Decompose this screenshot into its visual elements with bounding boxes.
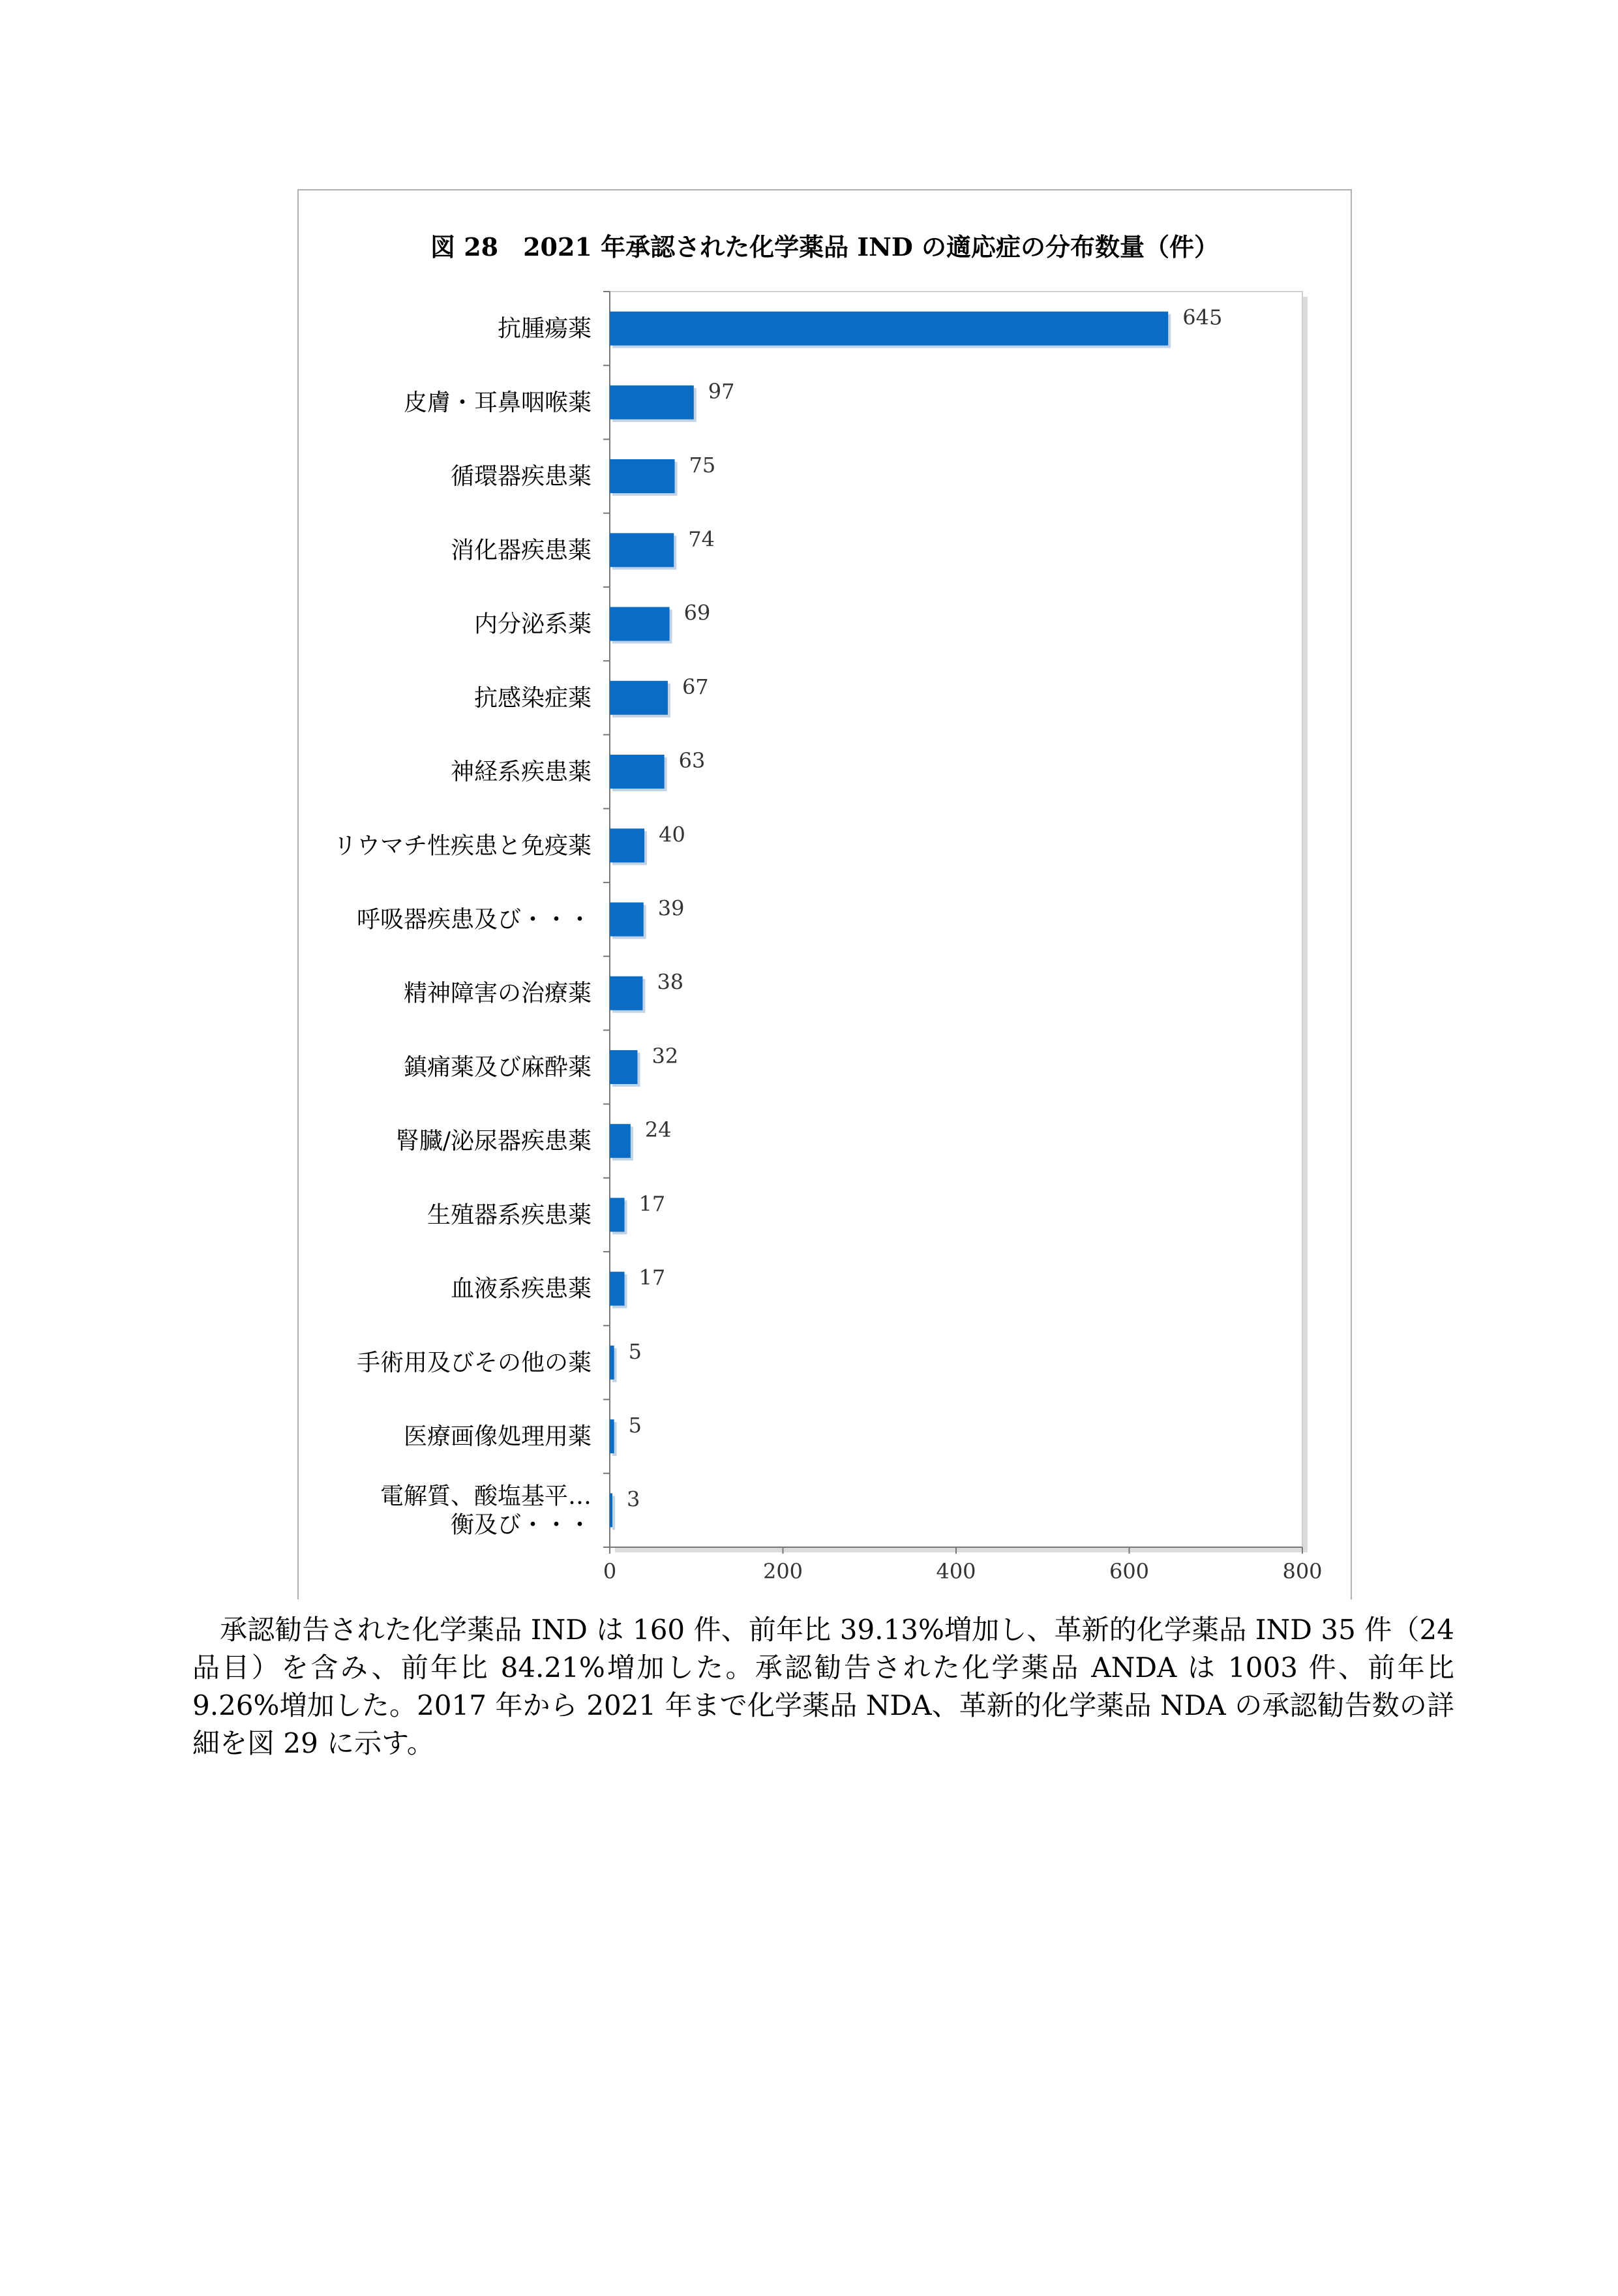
category-label: 神経系疾患薬 bbox=[450, 759, 592, 786]
bar bbox=[610, 312, 1168, 346]
x-tick-label: 800 bbox=[1282, 1559, 1323, 1584]
bar bbox=[610, 903, 644, 937]
bar-value-label: 97 bbox=[708, 378, 735, 404]
bar-value-label: 38 bbox=[657, 969, 684, 995]
bar bbox=[610, 1419, 614, 1453]
x-tick-label: 400 bbox=[936, 1559, 976, 1584]
x-tick-label: 600 bbox=[1109, 1559, 1150, 1584]
bar bbox=[610, 385, 694, 419]
x-tick-label: 0 bbox=[603, 1559, 617, 1584]
bar bbox=[610, 533, 674, 567]
bar-value-label: 17 bbox=[638, 1191, 666, 1216]
category-label: 血液系疾患薬 bbox=[450, 1275, 592, 1303]
category-label: 皮膚・耳鼻咽喉薬 bbox=[403, 389, 592, 416]
category-label: 腎臓/泌尿器疾患薬 bbox=[395, 1128, 592, 1155]
bar bbox=[610, 607, 670, 641]
bar-value-label: 39 bbox=[657, 896, 685, 921]
category-label: 消化器疾患薬 bbox=[450, 537, 592, 564]
category-label: 生殖器系疾患薬 bbox=[427, 1201, 592, 1229]
bar-value-label: 40 bbox=[659, 822, 685, 847]
bar-value-label: 74 bbox=[688, 526, 715, 552]
plot-area bbox=[610, 292, 1302, 1547]
bar bbox=[610, 828, 644, 862]
bar bbox=[610, 1272, 625, 1306]
category-label: 電解質、酸塩基平…衡及び・・・ bbox=[380, 1483, 592, 1539]
category-label: 鎮痛薬及び麻酔薬 bbox=[403, 1053, 592, 1081]
chart-title: 図 28 2021 年承認された化学薬品 IND の適応症の分布数量（件） bbox=[430, 232, 1220, 262]
bar bbox=[610, 681, 668, 715]
bar-value-label: 69 bbox=[683, 600, 711, 626]
category-label: 抗感染症薬 bbox=[473, 684, 592, 712]
bar bbox=[610, 459, 675, 493]
bar bbox=[610, 1198, 625, 1231]
category-label: 抗腫瘍薬 bbox=[497, 315, 592, 342]
category-label: 循環器疾患薬 bbox=[450, 463, 592, 491]
bar-value-label: 75 bbox=[689, 453, 716, 478]
bar bbox=[610, 1493, 612, 1527]
category-label: 内分泌系薬 bbox=[473, 611, 592, 638]
body-paragraph: 承認勧告された化学薬品 IND は 160 件、前年比 39.13%増加し、革新的化学薬品 IND 35 件（24 品目）を含み、前年比 84.21%増加した。承認勧告された化学薬品 ANDA は 1003 件、前年比 9.26%増加した。2017 年から 2021 年まで化学薬品 NDA、革新的化学薬品 NDA の承認勧告数の詳細を図 29 に示す。 bbox=[192, 1614, 1454, 1759]
body-text bbox=[192, 1611, 1454, 1762]
bar-value-label: 645 bbox=[1182, 305, 1223, 330]
bar bbox=[610, 755, 665, 789]
category-label: 医療画像処理用薬 bbox=[403, 1423, 592, 1451]
bar-value-label: 32 bbox=[652, 1043, 679, 1068]
category-label: 精神障害の治療薬 bbox=[403, 980, 592, 1007]
x-tick-label: 200 bbox=[762, 1559, 803, 1584]
bar-value-label: 5 bbox=[628, 1413, 642, 1438]
bar-value-label: 24 bbox=[644, 1117, 672, 1143]
bar bbox=[610, 1050, 637, 1084]
category-label: リウマチ性疾患と免疫薬 bbox=[333, 832, 592, 860]
bar-shadow bbox=[612, 1496, 615, 1530]
bar bbox=[610, 1124, 631, 1158]
bar-value-label: 5 bbox=[628, 1338, 642, 1364]
category-label: 呼吸器疾患及び・・・ bbox=[356, 906, 592, 933]
bar bbox=[610, 976, 642, 1010]
bar-value-label: 17 bbox=[638, 1265, 666, 1290]
bar-value-label: 3 bbox=[627, 1487, 640, 1512]
bar bbox=[610, 1346, 614, 1380]
bar-value-label: 67 bbox=[682, 674, 709, 699]
bar-value-label: 63 bbox=[678, 748, 706, 774]
category-label: 手術用及びその他の薬 bbox=[356, 1349, 592, 1376]
